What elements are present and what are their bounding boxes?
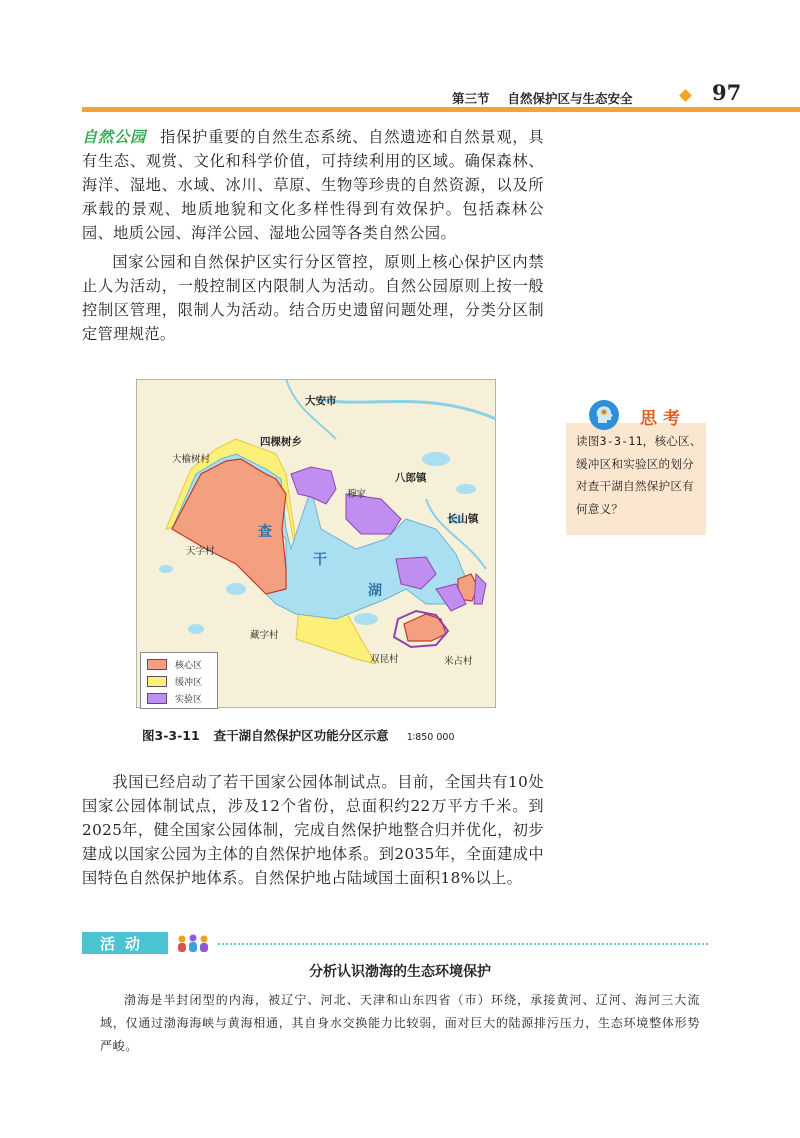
legend-label-experiment: 实验区 bbox=[175, 695, 203, 705]
activity-divider bbox=[218, 943, 708, 945]
map-lake-char-2: 干 bbox=[313, 552, 327, 568]
caption-number: 图3-3-11 bbox=[142, 728, 200, 743]
map-label-dayushu: 大榆树村 bbox=[172, 454, 211, 465]
paragraph-national-parks: 我国已经启动了若干国家公园体制试点。目前，全国共有10处国家公园体制试点，涉及12个省份，总面积约22万平方千米。到2025年，健全国家公园体制，完成自然保护地整合归并优化，初步建成以国家公园为主体的自然保护地体系。到2035年，全面建成中国特色自然保护地体系。自然保护地占陆域国土面积18%以上。 bbox=[82, 773, 544, 887]
think-text: 读图3-3-11，核心区、缓冲区和实验区的划分对查干湖自然保护区有何意义？ bbox=[576, 434, 702, 516]
map-label-changshan: 长山镇 bbox=[447, 513, 479, 525]
paragraph-natural-park-body: 指保护重要的自然生态系统、自然遗迹和自然景观，具有生态、观赏、文化和科学价值，可持续利用的区域。确保森林、海洋、湿地、水域、冰川、草原、生物等珍贵的自然资源，以及所承载的景观、地质地貌和文化多样性得到有效保护。包括森林公园、地质公园、海洋公园、湿地公园等各类自然公园。 bbox=[82, 128, 544, 242]
legend-label-buffer: 缓冲区 bbox=[175, 678, 203, 688]
caption-title: 查干湖自然保护区功能分区示意 bbox=[213, 728, 389, 743]
legend-label-core: 核心区 bbox=[175, 661, 203, 671]
legend-swatch-core bbox=[147, 659, 167, 670]
think-header bbox=[588, 404, 706, 429]
map-label-mizhan: 米占村 bbox=[444, 656, 473, 667]
map-label-bajiu: 八郎镇 bbox=[395, 472, 427, 484]
caption-scale: 1∶850 000 bbox=[406, 732, 455, 743]
header-title: 自然保护区与生态安全 bbox=[507, 91, 633, 106]
header-diamond-icon bbox=[679, 89, 692, 102]
figure-caption bbox=[142, 726, 455, 744]
term-natural-park: 自然公园 bbox=[82, 128, 147, 146]
legend-item-core bbox=[147, 658, 202, 671]
map-label-mujia: 穆家 bbox=[347, 489, 367, 500]
legend-item-buffer bbox=[147, 675, 202, 688]
map-label-tianzi: 天字村 bbox=[186, 546, 215, 557]
map-label-zangzi: 藏字村 bbox=[250, 630, 279, 641]
map-label-shuangkun: 双昆村 bbox=[370, 654, 399, 665]
map-lake-char-1: 查 bbox=[258, 524, 272, 540]
legend-swatch-buffer bbox=[147, 676, 167, 687]
map-label-sikeshu: 四棵树乡 bbox=[260, 436, 302, 448]
map-label-city: 大安市 bbox=[305, 395, 337, 407]
running-header bbox=[452, 89, 633, 107]
paragraph-zoning: 国家公园和自然保护区实行分区管控，原则上核心保护区内禁止人为活动，一般控制区内限制人为活动。自然公园原则上按一般控制区管理，限制人为活动。结合历史遗留问题处理，分类分区制定管理规范。 bbox=[82, 253, 544, 343]
think-title: 思考 bbox=[640, 409, 686, 429]
map-lake-char-3: 湖 bbox=[368, 583, 382, 599]
map-legend bbox=[140, 652, 218, 709]
header-rule bbox=[82, 107, 800, 112]
activity-text: 渤海是半封闭型的内海，被辽宁、河北、天津和山东四省（市）环绕，承接黄河、辽河、海河三大流域，仅通过渤海海峡与黄海相通，其自身水交换能力比较弱，面对巨大的陆源排污压力，生态环境整体形势严峻。 bbox=[100, 993, 700, 1053]
thinking-head-icon bbox=[588, 399, 620, 431]
legend-item-experiment bbox=[147, 692, 202, 705]
page-number: 97 bbox=[712, 80, 742, 105]
legend-swatch-experiment bbox=[147, 693, 167, 704]
people-group-icon bbox=[176, 933, 210, 953]
activity-label: 活动 bbox=[99, 935, 150, 953]
paragraph-natural-park bbox=[82, 125, 544, 245]
activity-title: 分析认识渤海的生态环境保护 bbox=[309, 964, 491, 980]
header-section: 第三节 bbox=[452, 91, 490, 106]
